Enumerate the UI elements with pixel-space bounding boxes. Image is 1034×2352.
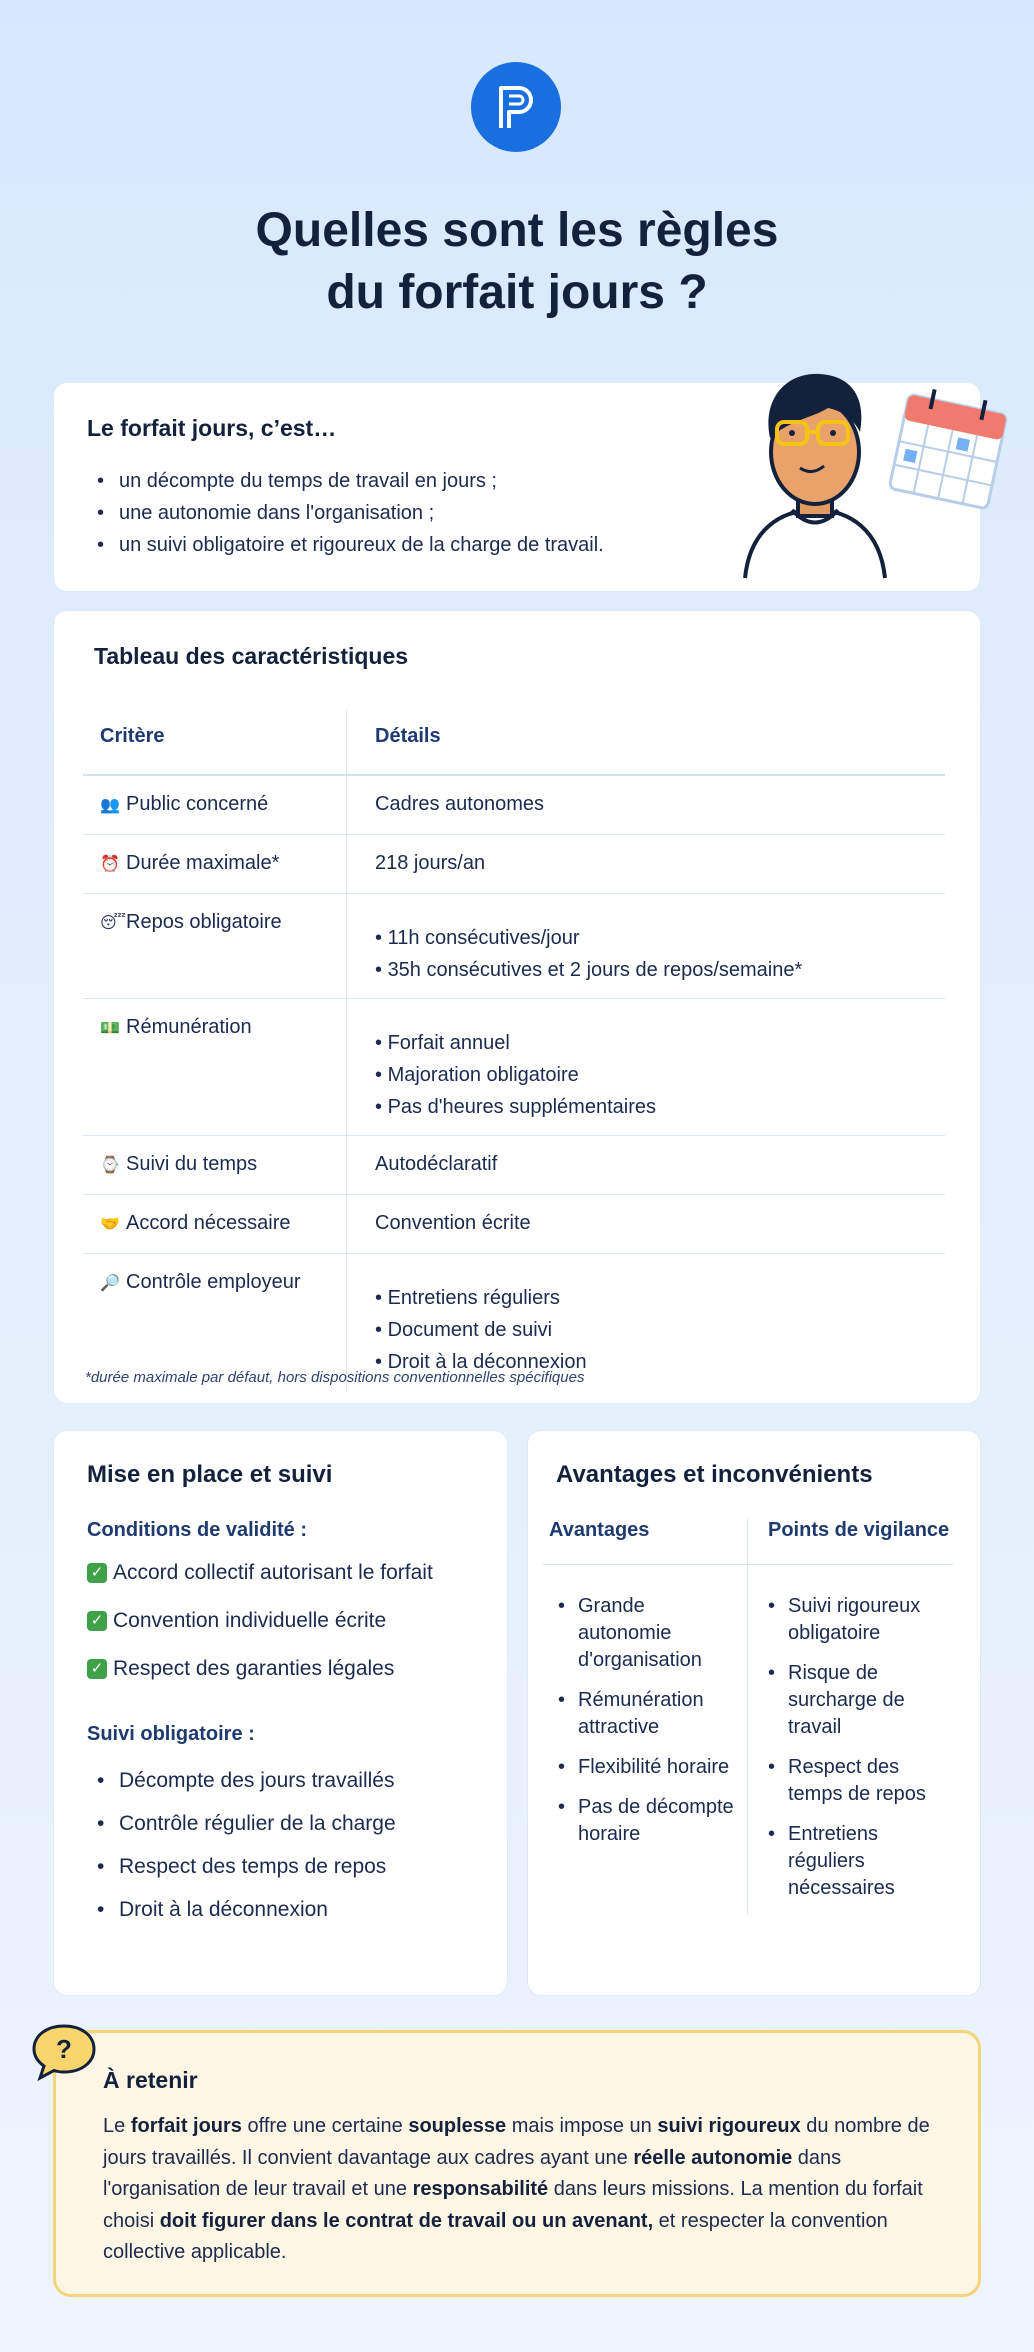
criterion-label: Durée maximale* (126, 852, 280, 874)
pros-cons-title: Avantages et inconvénients (556, 1461, 873, 1488)
validity-item-label: Accord collectif autorisant le forfait (113, 1561, 433, 1584)
checkmark-icon: ✓ (87, 1611, 107, 1631)
checkmark-icon: ✓ (87, 1563, 107, 1583)
followup-list (87, 1759, 396, 1931)
magnifier-icon: 🔎 (100, 1275, 120, 1292)
validity-item-label: Convention individuelle écrite (113, 1609, 387, 1632)
pros-list (543, 1565, 747, 1848)
followup-item: • Contrôle régulier de la charge (87, 1802, 396, 1845)
criterion-label: Rémunération (126, 1016, 252, 1038)
setup-card (53, 1430, 508, 1996)
cons-item: • Respect des temps de repos (748, 1754, 953, 1808)
details-list (375, 1266, 917, 1378)
table-title: Tableau des caractéristiques (94, 643, 409, 669)
page-title-line1: Quelles sont les règles (255, 204, 779, 257)
cons-header: Points de vigilance (748, 1519, 953, 1565)
details-item: • Pas d'heures supplémentaires (375, 1091, 917, 1123)
table-header-row (83, 710, 945, 776)
table-body (83, 776, 945, 1390)
details-value: Cadres autonomes (375, 793, 544, 815)
retenir-segment: Le (103, 2115, 131, 2137)
sleeping-face-icon: 😴 (100, 915, 126, 932)
details-list (375, 1011, 917, 1123)
retenir-emphasis: réelle autonomie (633, 2146, 793, 2169)
criterion-label: Repos obligatoire (126, 911, 282, 933)
cons-item: • Entretiens réguliers nécessaires (748, 1821, 953, 1902)
followup-item: • Droit à la déconnexion (87, 1888, 396, 1931)
details-cell (347, 1195, 945, 1253)
details-cell (347, 776, 945, 834)
details-cell (347, 835, 945, 893)
pros-column (543, 1519, 748, 1915)
table-row (83, 894, 945, 999)
retenir-segment: du nombre de jours travaillés. Il convient davantage aux cadres ayant une (103, 2115, 930, 2169)
cons-item: • Suivi rigoureux obligatoire (748, 1593, 953, 1647)
calendar-icon (880, 382, 1020, 522)
pros-item: • Grande autonomie d'organisation (543, 1593, 747, 1674)
details-item: • Majoration obligatoire (375, 1059, 917, 1091)
criterion-label: Accord nécessaire (126, 1212, 291, 1234)
pros-item: • Flexibilité horaire (543, 1754, 747, 1781)
details-cell (347, 894, 945, 998)
retenir-emphasis: doit figurer dans le contrat de travail ou un avenant, (159, 2209, 654, 2232)
characteristics-card (53, 610, 981, 1404)
retenir-segment: dans leurs missions. La mention du forfait choisi (103, 2178, 923, 2232)
table-row (83, 1195, 945, 1254)
details-cell (347, 1136, 945, 1194)
validity-subtitle: Conditions de validité : (87, 1519, 308, 1541)
criterion-label: Suivi du temps (126, 1153, 258, 1175)
criterion-cell (83, 999, 347, 1135)
validity-item (87, 1597, 433, 1645)
intro-item: • un décompte du temps de travail en jours ; (87, 465, 604, 497)
intro-item: • un suivi obligatoire et rigoureux de la charge de travail. (87, 529, 604, 561)
p-logo-icon (489, 80, 543, 134)
intro-list (87, 465, 604, 561)
column-header-critere: Critère (83, 710, 347, 774)
table-footnote: *durée maximale par défaut, hors dispositions conventionnelles spécifiques (85, 1369, 585, 1386)
followup-subtitle: Suivi obligatoire : (87, 1723, 255, 1745)
followup-item: • Respect des temps de repos (87, 1845, 396, 1888)
page-title-line2: du forfait jours ? (326, 266, 708, 319)
retenir-segment: et respecter la convention collective applicable. (103, 2209, 888, 2263)
watch-icon: ⌚ (100, 1157, 120, 1174)
validity-item-label: Respect des garanties légales (113, 1657, 395, 1680)
intro-item: • une autonomie dans l'organisation ; (87, 497, 604, 529)
table-row (83, 999, 945, 1136)
retenir-segment: dans l'organisation de leur travail et une (103, 2146, 842, 2200)
pros-header: Avantages (543, 1519, 747, 1565)
details-item: • Forfait annuel (375, 1027, 917, 1059)
page-title (0, 200, 1034, 324)
question-bubble-icon (30, 2022, 98, 2082)
cons-list (748, 1565, 953, 1902)
handshake-icon: 🤝 (100, 1216, 120, 1233)
cons-item: • Risque de surcharge de travail (748, 1660, 953, 1741)
retenir-card (53, 2030, 981, 2297)
setup-title: Mise en place et suivi (87, 1461, 333, 1488)
pros-cons-card (527, 1430, 981, 1996)
criterion-cell (83, 1195, 347, 1253)
details-item: • 11h consécutives/jour (375, 922, 917, 954)
retenir-title: À retenir (103, 2067, 198, 2093)
validity-item (87, 1549, 433, 1597)
retenir-emphasis: souplesse (408, 2115, 507, 2137)
details-cell (347, 999, 945, 1135)
pros-cons-columns (543, 1519, 969, 1915)
criterion-label: Contrôle employeur (126, 1271, 301, 1293)
validity-list (87, 1549, 433, 1693)
retenir-segment: mais impose un (506, 2115, 658, 2137)
pros-item: • Pas de décompte horaire (543, 1794, 747, 1848)
column-header-details: Détails (375, 725, 441, 747)
retenir-text (103, 2111, 933, 2269)
criterion-cell (83, 1136, 347, 1194)
details-item: • Entretiens réguliers (375, 1282, 917, 1314)
question-mark: ? (56, 2034, 72, 2064)
pros-item: • Rémunération attractive (543, 1687, 747, 1741)
alarm-clock-icon: ⏰ (100, 856, 120, 873)
retenir-emphasis: suivi rigoureux (657, 2115, 801, 2137)
checkmark-icon: ✓ (87, 1659, 107, 1679)
details-value: 218 jours/an (375, 852, 486, 874)
cons-column (748, 1519, 953, 1915)
details-list (375, 906, 917, 986)
details-item: • Droit à la déconnexion (375, 1346, 917, 1378)
details-item: • Document de suivi (375, 1314, 917, 1346)
table-row (83, 835, 945, 894)
table-row (83, 776, 945, 835)
criterion-label: Public concerné (126, 793, 269, 815)
retenir-emphasis: forfait jours (130, 2115, 242, 2137)
criterion-cell (83, 776, 347, 834)
table-row (83, 1136, 945, 1195)
intro-title: Le forfait jours, c’est… (87, 415, 337, 441)
people-icon: 👥 (100, 797, 120, 814)
details-item: • 35h consécutives et 2 jours de repos/semaine* (375, 954, 917, 986)
retenir-segment: offre une certaine (241, 2115, 409, 2137)
brand-logo (471, 62, 561, 152)
validity-item (87, 1645, 433, 1693)
followup-item: • Décompte des jours travaillés (87, 1759, 396, 1802)
banknote-icon: 💵 (100, 1020, 120, 1037)
retenir-emphasis: responsabilité (412, 2178, 549, 2200)
characteristics-table (83, 710, 945, 1390)
man-illustration (740, 360, 890, 582)
details-value: Convention écrite (375, 1212, 531, 1234)
criterion-cell (83, 894, 347, 998)
criterion-cell (83, 835, 347, 893)
details-value: Autodéclaratif (375, 1153, 498, 1175)
